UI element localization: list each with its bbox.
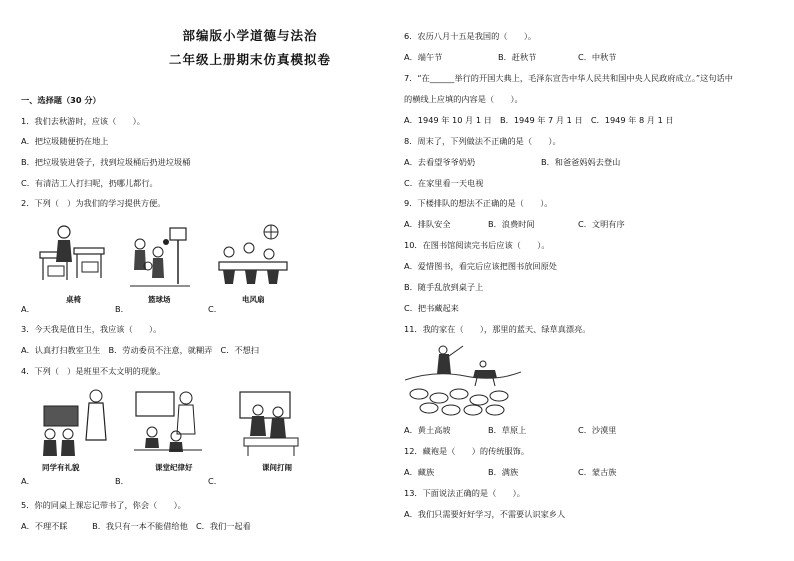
- q6-option-c: C．中秋节: [578, 52, 617, 62]
- q2-caption-b: 篮球场: [148, 295, 171, 304]
- question-3: 3．今天我是值日生，我应该（ ）。: [21, 324, 162, 334]
- q6-option-a: A．端午节: [404, 52, 443, 62]
- question-7-cont: 的横线上应填的内容是（ ）。: [404, 94, 523, 104]
- q12-option-b: B．满族: [488, 467, 519, 477]
- q7-options: A．1949 年 10 月 1 日 B．1949 年 7 月 1 日 C．1949 年 8 月 1 日: [404, 115, 674, 125]
- question-5: 5．你的同桌上课忘记带书了，你会（ ）。: [21, 500, 186, 510]
- question-4: 4．下列（ ）是班里不太文明的现象。: [21, 366, 166, 376]
- q2-caption-c: 电风扇: [242, 295, 265, 304]
- q2-option-c: C．: [208, 304, 222, 314]
- grassland-illustration: [405, 340, 521, 416]
- q8-option-b: B．和爸爸妈妈去登山: [541, 157, 621, 167]
- question-1: 1．我们去秋游时，应该（ ）。: [21, 116, 145, 126]
- question-9: 9．下楼排队的想法不正确的是（ ）。: [404, 198, 553, 208]
- question-13: 13．下面说法正确的是（ ）。: [404, 488, 525, 498]
- question-2: 2．下列（ ）为我们的学习提供方便。: [21, 198, 166, 208]
- q4-option-a: A．: [21, 476, 35, 486]
- q13-option-a: A．我们只需要好好学习，不需要认识家乡人: [404, 509, 566, 519]
- question-10: 10．在图书馆阅读完书后应该（ ）。: [404, 240, 550, 250]
- q9-option-b: B．浪费时间: [488, 219, 535, 229]
- question-6: 6．农历八月十五是我国的（ ）。: [404, 31, 537, 41]
- q6-option-b: B．赶秋节: [498, 52, 537, 62]
- q9-option-a: A．排队安全: [404, 219, 451, 229]
- q10-option-a: A．爱惜图书，看完后应该把图书放回原处: [404, 261, 557, 271]
- q12-option-a: A．藏族: [404, 467, 435, 477]
- q12-option-c: C．蒙古族: [578, 467, 617, 477]
- q4-caption-b: 课堂纪律好: [155, 463, 193, 472]
- question-8: 8．周末了，下列做法不正确的是（ ）。: [404, 136, 561, 146]
- q2-option-b: B．: [115, 304, 129, 314]
- title-line-2: 二年级上册期末仿真模拟卷: [168, 52, 331, 67]
- title-line-1: 部编版小学道德与法治: [182, 28, 318, 43]
- q4-caption-c: 课间打闹: [262, 463, 292, 472]
- q9-option-c: C．文明有序: [578, 219, 625, 229]
- question-11: 11．我的家在（ ），那里的蓝天、绿草真漂亮。: [404, 324, 591, 334]
- q1-option-c: C．有清洁工人打扫呢，扔哪儿都行。: [21, 178, 158, 188]
- classroom-discipline-illustration: [132, 388, 204, 458]
- q3-options: A．认真打扫教室卫生 B．劳动委员不注意，就糊弄 C．不想扫: [21, 345, 259, 355]
- q8-option-c: C．在家里看一天电视: [404, 178, 484, 188]
- q4-caption-a: 同学有礼貌: [42, 463, 80, 472]
- section-heading: 一、选择题（30 分）: [21, 95, 101, 105]
- q2-caption-a: 桌椅: [66, 295, 81, 304]
- q10-option-c: C．把书藏起来: [404, 303, 459, 313]
- question-12: 12．藏袍是（ ）的传统服饰。: [404, 446, 530, 456]
- question-7: 7．“在______举行的开国大典上，毛泽东宣告中华人民共和国中央人民政府成立。”这句话中: [404, 73, 733, 83]
- q4-option-c: C．: [208, 476, 222, 486]
- electric-fan-illustration: [215, 222, 291, 292]
- q1-option-b: B．把垃圾装进袋子，找到垃圾桶后扔进垃圾桶: [21, 157, 191, 167]
- basketball-court-illustration: [126, 222, 194, 292]
- q8-option-a: A．去看望爷爷奶奶: [404, 157, 476, 167]
- q2-option-a: A．: [21, 304, 35, 314]
- q1-option-a: A．把垃圾随便扔在地上: [21, 136, 109, 146]
- playing-in-class-illustration: [238, 388, 304, 458]
- q11-option-b: B．草原上: [488, 425, 527, 435]
- q4-option-b: B．: [115, 476, 129, 486]
- q5-options: A．不理不睬 B．我只有一本不能借给他 C．我们一起看: [21, 521, 251, 531]
- polite-students-illustration: [36, 388, 114, 458]
- q10-option-b: B．随手乱放到桌子上: [404, 282, 484, 292]
- q11-option-a: A．黄土高坡: [404, 425, 451, 435]
- desks-chairs-illustration: [38, 222, 106, 292]
- q11-option-c: C．沙漠里: [578, 425, 617, 435]
